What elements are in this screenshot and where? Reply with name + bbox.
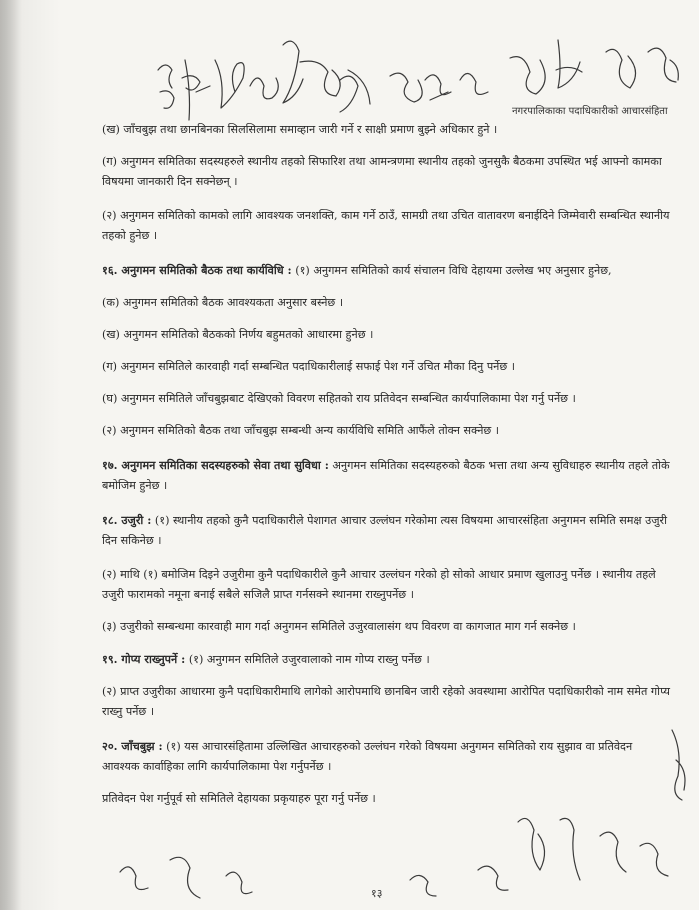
signature-17 — [226, 872, 252, 893]
signature-14 — [648, 48, 678, 82]
section-16-gha: (घ) अनुगमन समितिले जाँचबुझबाट देखिएको विवरण सहितको राय प्रतिवेदन सम्बन्धित कार्यपालिकामा पेश गर्नु पर्नेछ । — [102, 392, 576, 405]
section-17-text: अनुगमन समितिका सदस्यहरुको बैठक भत्ता तथा अन्य सुविधाहरु स्थानीय तहले तोके बमोजिम हुनेछ । — [102, 459, 670, 492]
signature-18 — [410, 875, 436, 896]
paragraph-2: (२) अनुगमन समितिको कामको लागि आवश्यक जनशक्ति, काम गर्ने ठाउँ, सामग्री तथा उचित वातावरण बनाईदिने जिम्मेवारी सम्बन्धित स्थानीय तहको हुनेछ । — [102, 209, 670, 242]
signature-15 — [120, 867, 148, 890]
section-16-ka: (क) अनुगमन समितिको बैठक आवश्यकता अनुसार बस्नेछ । — [102, 296, 344, 309]
section-20-last: प्रतिवेदन पेश गर्नुपूर्व सो समितिले देहायका प्रकृयाहरु पूरा गर्नु पर्नेछ । — [102, 792, 376, 805]
section-16 — [102, 260, 672, 281]
signature-10 — [460, 73, 488, 94]
section-16-text: (१) अनुगमन समितिको कार्य संचालन विधि देहायमा उल्लेख भए अनुसार हुनेछ, — [291, 264, 612, 277]
section-16-kha: (ख) अनुगमन समितिको बैठकको निर्णय बहुमतको आधारमा हुनेछ । — [102, 328, 374, 341]
signature-21 — [560, 818, 580, 880]
signature-margin-right — [672, 730, 685, 800]
signature-13 — [606, 49, 636, 88]
signature-4 — [250, 78, 278, 99]
signature-3 — [215, 60, 244, 108]
signature-5 — [283, 41, 303, 103]
signature-20 — [518, 818, 545, 870]
section-16-heading: १६. अनुगमन समितिको बैठक तथा कार्यविधि : — [102, 263, 292, 277]
section-20-heading: २०. जाँचबुझ : — [102, 739, 163, 753]
signature-12 — [556, 40, 582, 88]
page-number: १३ — [371, 887, 383, 900]
section-20 — [102, 736, 672, 777]
signature-9 — [425, 75, 451, 100]
section-16-2: (२) अनुगमन समितिको बैठक तथा जाँचबुझ सम्बन्धी अन्य कार्यविधि समिति आफैंले तोक्न सक्नेछ । — [102, 424, 500, 437]
section-16-ga: (ग) अनुगमन समितिले कारवाही गर्दा सम्बन्धित पदाधिकारीलाई सफाई पेश गर्ने उचित मौका दिनु पर्नेछ । — [102, 360, 516, 373]
signature-22 — [600, 832, 626, 872]
signature-2 — [182, 60, 210, 120]
signature-1 — [158, 65, 174, 108]
signature-8 — [390, 73, 422, 102]
signature-19 — [478, 866, 508, 890]
signature-16 — [170, 857, 200, 898]
signature-7 — [340, 70, 370, 112]
section-19-2: (२) प्राप्त उजुरीका आधारमा कुनै पदाधिकारीमाथि लागेको आरोपमाथि छानबिन जारी रहेको अवस्थामा आरोपित पदाधिकारीको नाम समेत गोप्य राख्नु पर्नेछ । — [102, 685, 670, 718]
signature-11 — [510, 57, 545, 94]
signature-6 — [300, 61, 340, 96]
document-body — [102, 120, 672, 823]
section-18 — [102, 510, 672, 551]
section-19-text: (१) अनुगमन समितिले उजुरवालाको नाम गोप्य राख्नु पर्नेछ । — [185, 653, 430, 666]
paragraph-kha: (ख) जाँचबुझ तथा छानबिनका सिलसिलामा समाव्हान जारी गर्ने र साक्षी प्रमाण बुझ्ने अधिकार हुने । — [102, 123, 498, 136]
section-19-heading: १९. गोप्य राख्नुपर्ने : — [102, 652, 186, 666]
section-17 — [102, 455, 672, 496]
section-17-heading: १७. अनुगमन समितिका सदस्यहरुको सेवा तथा सुविधा : — [102, 458, 329, 472]
section-18-text: (१) स्थानीय तहको कुनै पदाधिकारीले पेशागत आचार उल्लंघन गरेकोमा त्यस विषयमा आचारसंहिता अनुगमन समिति समक्ष उजुरी दिन सकिनेछ । — [102, 514, 667, 547]
section-18-2: (२) माथि (१) बमोजिम दिइने उजुरीमा कुनै पदाधिकारीले कुनै आचार उल्लंघन गरेको हो सोको आधार प्रमाण खुलाउनु पर्नेछ । स्थानीय तहले उजुरी फारामको नमूना बनाई सबैले सजिलै प्राप्त गर्नसक्ने स्थानमा राख्नुपर्नेछ । — [102, 568, 656, 601]
section-20-text: (१) यस आचारसंहितामा उल्लिखित आचारहरुको उल्लंघन गरेको विषयमा अनुगमन समितिको राय सुझाव वा प्रतिवेदन आवश्यक कार्वाहिका लागि कार्यपालिकामा पेश गर्नुपर्नेछ । — [102, 740, 633, 773]
running-header: नगरपालिकाका पदाधिकारीको आचारसंहिता — [512, 106, 668, 117]
signature-23 — [640, 843, 668, 876]
paragraph-ga: (ग) अनुगमन समितिका सदस्यहरुले स्थानीय तहको सिफारिश तथा आमन्त्रणमा स्थानीय तहको जुनसुकै बैठकमा उपस्थित भई आफ्नो कामका विषयमा जानकारी दिन सक्नेछन् । — [102, 155, 662, 188]
section-18-heading: १८. उजुरी : — [102, 513, 152, 527]
section-18-3: (३) उजुरीको सम्बन्धमा कारवाही माग गर्दा अनुगमन समितिले उजुरवालासंग थप विवरण वा कागजात माग गर्न सक्नेछ । — [102, 620, 576, 633]
section-19 — [102, 649, 672, 670]
